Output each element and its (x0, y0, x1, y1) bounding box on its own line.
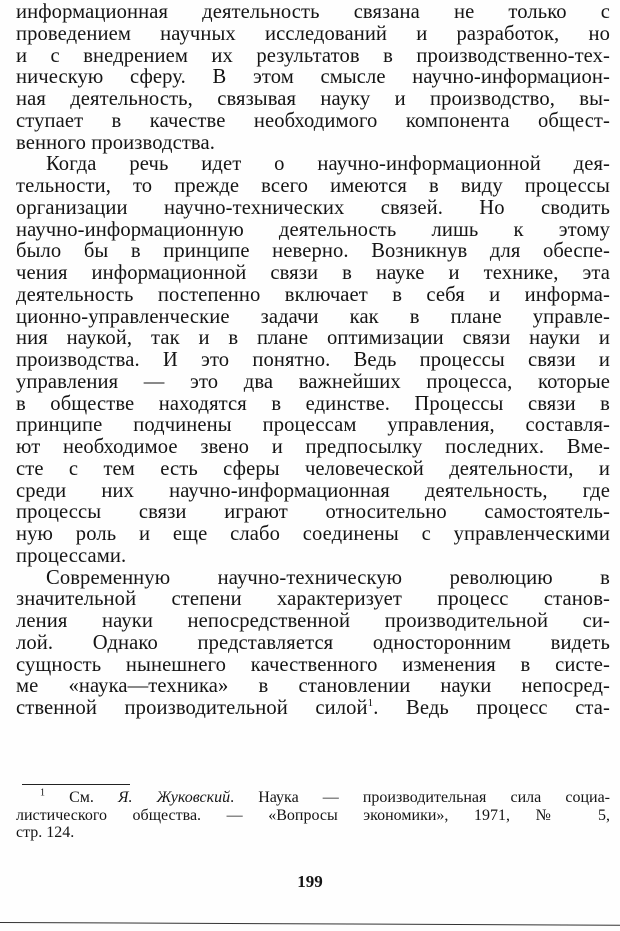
footnote (16, 789, 610, 842)
footnote-prefix: См. (45, 789, 118, 806)
text-line: Когда речь идет о научно-информационной дея- (46, 153, 610, 176)
text-line (16, 698, 610, 720)
footnote-line: листического общества. — «Вопросы экономики», 1971, № 5, (16, 806, 610, 824)
text-line: информационная деятельность связана не только с (16, 1, 610, 23)
text-line: значительной степени характеризует процесс станов- (16, 588, 610, 611)
text-line: в обществе находятся в единстве. Процессы связи в (16, 392, 610, 415)
text-line: ме «наука—техника» в становлении науки непосред- (16, 675, 610, 698)
text-fragment: ственной производительной силой (16, 697, 368, 719)
footnote-line: стр. 124. (16, 824, 75, 841)
text-line: процессы связи играют относительно самостоятель- (16, 501, 610, 524)
text-line: организации научно-технических связей. Но сводить (16, 196, 610, 219)
text-line: ционно-управленческие задачи как в плане управле- (16, 305, 610, 328)
footnote-line (16, 789, 610, 807)
text-line: и с внедрением их результатов в производственно-тех- (16, 44, 610, 67)
text-line: среди них научно-информационная деятельность, где (16, 479, 610, 502)
footnote-author: Я. Жуковский (118, 789, 231, 806)
text-fragment: . Ведь процесс ста- (373, 697, 610, 719)
footnote-marker: 1 (40, 787, 45, 799)
text-line: научно-информационную деятельность лишь к этому (16, 218, 610, 241)
text-line: сущность нынешнего качественного изменения в систе- (16, 653, 610, 676)
text-line: тельности, то прежде всего имеются в виду процессы (16, 175, 610, 197)
text-line: ную роль и еще слабо соединены с управленческими (16, 523, 610, 545)
text-line: Современную научно-техническую революцию в (46, 566, 610, 589)
footnote-divider (22, 784, 130, 785)
text-line: ническую сферу. В этом смысле научно-информацион- (16, 66, 610, 89)
text-line: проведением научных исследований и разработок, но (16, 22, 610, 45)
text-line: принципе подчинены процессам управления, составля- (16, 414, 610, 437)
page-number: 199 (297, 872, 323, 891)
text-line: производства. И это понятно. Ведь процессы связи и (16, 349, 610, 371)
text-line: ления науки непосредственной производительной си- (16, 610, 610, 632)
text-line: процессами. (16, 544, 127, 567)
body-text (16, 2, 610, 720)
footnote-reference[interactable]: 1 (367, 697, 374, 710)
text-line: было бы в принципе неверно. Возникнув для обеспе- (16, 240, 610, 263)
page-bottom-edge (0, 922, 620, 926)
text-line: ют необходимое звено и предпосылку последних. Вме- (16, 436, 610, 458)
text-line: ная деятельность, связывая науку и производство, вы- (16, 88, 610, 110)
text-line: деятельность постепенно включает в себя и информа- (16, 283, 610, 306)
text-line: управления — это два важнейших процесса, которые (16, 370, 610, 393)
text-line: ния наукой, так и в плане оптимизации связи науки и (16, 327, 610, 350)
text-line: венного производства. (16, 131, 215, 154)
footnote-title: . Наука — производительная сила социа- (230, 789, 610, 806)
text-line: чения информационной связи в науке и технике, эта (16, 262, 610, 284)
text-line: ступает в качестве необходимого компонента общест- (16, 109, 610, 132)
text-line: лой. Однако представляется односторонним видеть (16, 631, 610, 654)
text-line: сте с тем есть сферы человеческой деятельности, и (16, 457, 610, 480)
